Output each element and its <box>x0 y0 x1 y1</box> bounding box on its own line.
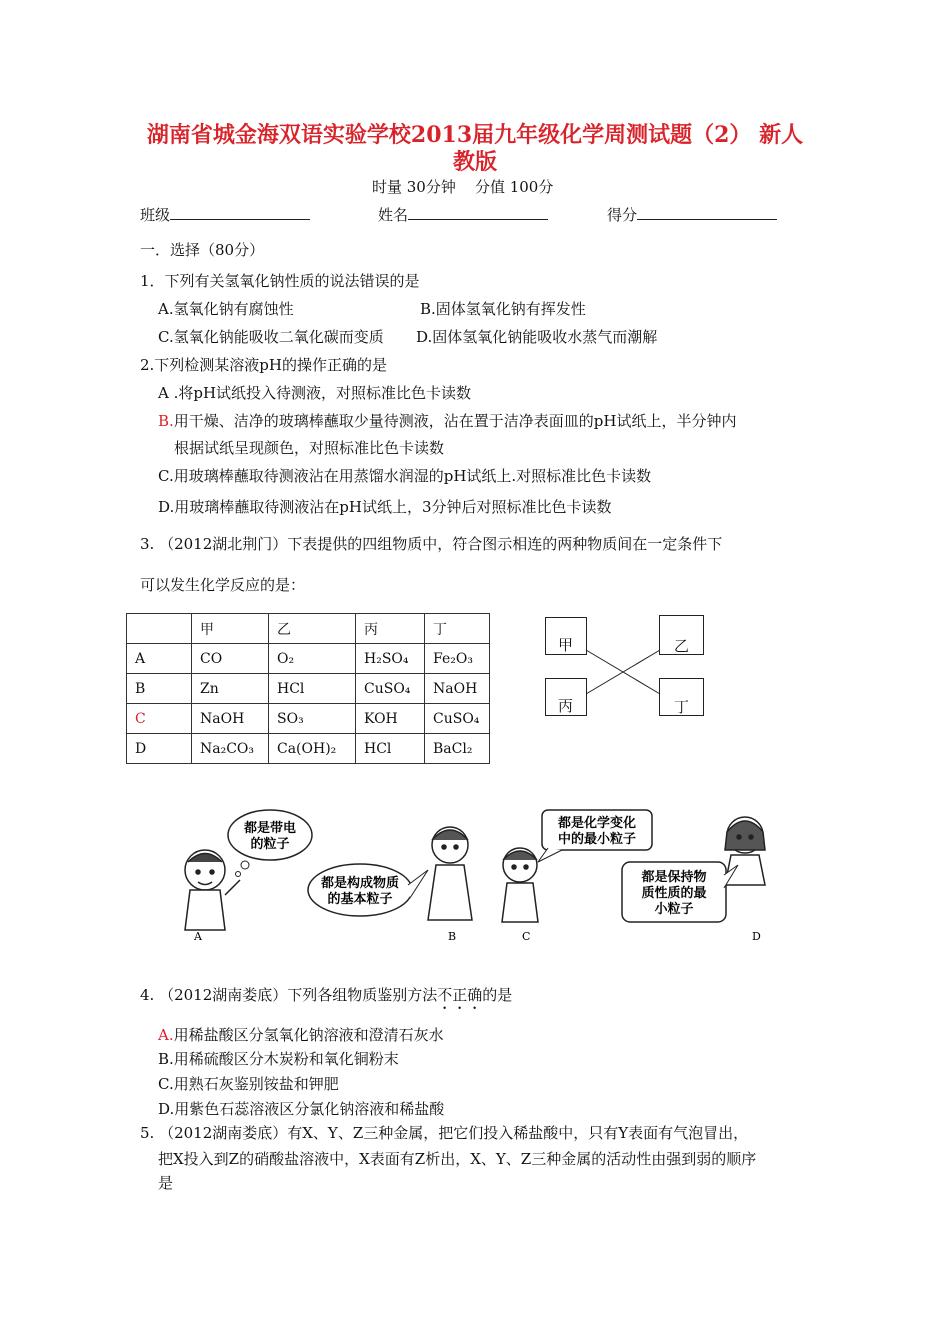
full-score: 分值 100分 <box>474 178 554 196</box>
table-cell: KOH <box>356 704 425 734</box>
q4-stem-pre: 4. （2012湖南娄底）下列各组物质鉴别方法 <box>140 986 438 1004</box>
table-cell: O₂ <box>269 644 356 674</box>
time-info <box>372 176 553 197</box>
table-cell: NaOH <box>425 674 490 704</box>
cartoon-label-d: D <box>752 930 761 943</box>
table-header-cell: 甲 <box>192 614 269 644</box>
table-cell: Fe₂O₃ <box>425 644 490 674</box>
class-blank[interactable] <box>170 203 310 220</box>
section-heading: 一．选择（80分） <box>140 241 265 259</box>
bubble-c-line2: 中的最小粒子 <box>557 832 637 847</box>
q4-option-d: D.用紫色石蕊溶液区分氯化钠溶液和稀盐酸 <box>158 1100 445 1118</box>
table-cell: A <box>127 644 192 674</box>
kid-c-illustration <box>502 848 538 922</box>
diagram-label-ding: 丁 <box>674 698 690 716</box>
table-row <box>127 644 490 674</box>
bubble-a-line1: 都是带电 <box>243 821 297 836</box>
score-label: 得分 <box>607 206 638 224</box>
bubble-a-line2: 的粒子 <box>250 837 290 852</box>
bubble-c-line1: 都是化学变化 <box>557 816 637 831</box>
q1-option-d: D.固体氢氧化钠能吸收水蒸气而潮解 <box>416 328 658 346</box>
class-field <box>140 203 310 225</box>
cartoon-label-a: A <box>194 930 202 943</box>
q5-line3: 是 <box>158 1174 174 1192</box>
table-cell: HCl <box>356 734 425 764</box>
kid-b-illustration <box>428 827 472 920</box>
table-cell: B <box>127 674 192 704</box>
table-row <box>127 734 490 764</box>
table-cell: Na₂CO₃ <box>192 734 269 764</box>
q4-stem-emphasis: 不正确 <box>437 986 483 1004</box>
q4-option-b: B.用稀硫酸区分木炭粉和氧化铜粉末 <box>158 1050 399 1068</box>
q2-option-d: D.用玻璃棒蘸取待测液沾在pH试纸上，3分钟后对照标准比色卡读数 <box>158 498 612 516</box>
table-header-cell: 丙 <box>356 614 425 644</box>
score-field <box>607 203 777 225</box>
table-header-cell <box>127 614 192 644</box>
table-cell: NaOH <box>192 704 269 734</box>
name-field <box>378 203 548 225</box>
name-label: 姓名 <box>378 206 409 224</box>
q5-line2: 把X投入到Z的硝酸盐溶液中，X表面有Z析出，X、Y、Z三种金属的活动性由强到弱的顺序 <box>158 1150 757 1168</box>
table-cell: C <box>127 704 192 734</box>
q1-option-a: A.氢氧化钠有腐蚀性 <box>158 300 294 318</box>
diagram-box-bing <box>545 678 587 716</box>
bubble-d-line2: 质性质的最 <box>641 886 707 901</box>
q3-stem-line2: 可以发生化学反应的是： <box>140 576 306 594</box>
q2-option-c: C.用玻璃棒蘸取待测液沾在用蒸馏水润湿的pH试纸上.对照标准比色卡读数 <box>158 467 652 485</box>
cartoon-label-c: C <box>522 930 531 943</box>
q2-option-b <box>158 410 736 431</box>
table-cell: BaCl₂ <box>425 734 490 764</box>
table-row <box>127 674 490 704</box>
table-cell: SO₃ <box>269 704 356 734</box>
cartoon-label-b: B <box>448 930 457 943</box>
q4-option-a-text: 用稀盐酸区分氢氧化钠溶液和澄清石灰水 <box>173 1026 444 1044</box>
diagram-label-jia: 甲 <box>558 636 574 654</box>
page-title: 湖南省城金海双语实验学校2013届九年级化学周测试题（2） 新人教版 <box>146 122 804 175</box>
table-cell: H₂SO₄ <box>356 644 425 674</box>
q4-option-a <box>158 1024 444 1045</box>
q2-option-b-letter: B. <box>158 412 174 430</box>
table-cell: D <box>127 734 192 764</box>
table-row <box>127 704 490 734</box>
diagram-label-bing: 丙 <box>558 697 574 715</box>
bubble-b-line1: 都是构成物质 <box>320 876 400 891</box>
q2-stem: 2.下列检测某溶液pH的操作正确的是 <box>140 356 387 374</box>
table-cell: CuSO₄ <box>425 704 490 734</box>
q5-line1: 5. （2012湖南娄底）有X、Y、Z三种金属，把它们投入稀盐酸中，只有Y表面有气泡冒出， <box>140 1124 749 1142</box>
diagram-box-yi <box>659 615 704 655</box>
particles-cartoon <box>170 790 790 950</box>
bubble-b-line2: 的基本粒子 <box>327 892 393 907</box>
table-header-row <box>127 614 490 644</box>
table-cell: CuSO₄ <box>356 674 425 704</box>
name-blank[interactable] <box>408 203 548 220</box>
q4-option-a-letter: A. <box>158 1026 174 1044</box>
q2-option-b-line2: 根据试纸呈现颜色，对照标准比色卡读数 <box>174 439 445 457</box>
table-header-cell: 乙 <box>269 614 356 644</box>
table-cell: Ca(OH)₂ <box>269 734 356 764</box>
diagram-box-jia <box>545 617 587 655</box>
kid-a-illustration <box>185 850 240 930</box>
q4-option-c: C.用熟石灰鉴别铵盐和钾肥 <box>158 1075 339 1093</box>
q1-option-c: C.氢氧化钠能吸收二氧化碳而变质 <box>158 328 384 346</box>
q3-stem-line1: 3. （2012湖北荆门）下表提供的四组物质中，符合图示相连的两种物质间在一定条件下 <box>140 535 723 553</box>
bubble-d-line3: 小粒子 <box>654 902 694 917</box>
table-header-cell: 丁 <box>425 614 490 644</box>
q1-option-b: B.固体氢氧化钠有挥发性 <box>420 300 586 318</box>
table-cell: CO <box>192 644 269 674</box>
q2-option-b-line1: 用干燥、洁净的玻璃棒蘸取少量待测液，沾在置于洁净表面皿的pH试纸上，半分钟内 <box>173 412 737 430</box>
q4-stem-post: 的是 <box>482 986 513 1004</box>
q1-stem: 1．下列有关氢氧化钠性质的说法错误的是 <box>140 272 420 290</box>
diagram-box-ding <box>659 678 704 716</box>
table-cell: HCl <box>269 674 356 704</box>
table-cell: Zn <box>192 674 269 704</box>
q2-option-a: A .将pH试纸投入待测液，对照标准比色卡读数 <box>158 384 472 402</box>
q3-table <box>126 613 490 764</box>
q4-stem <box>140 984 512 1013</box>
score-blank[interactable] <box>637 203 777 220</box>
bubble-d-line1: 都是保持物 <box>641 870 707 885</box>
class-label: 班级 <box>140 206 171 224</box>
time-limit: 时量 30分钟 <box>372 178 456 196</box>
diagram-label-yi: 乙 <box>674 637 690 655</box>
